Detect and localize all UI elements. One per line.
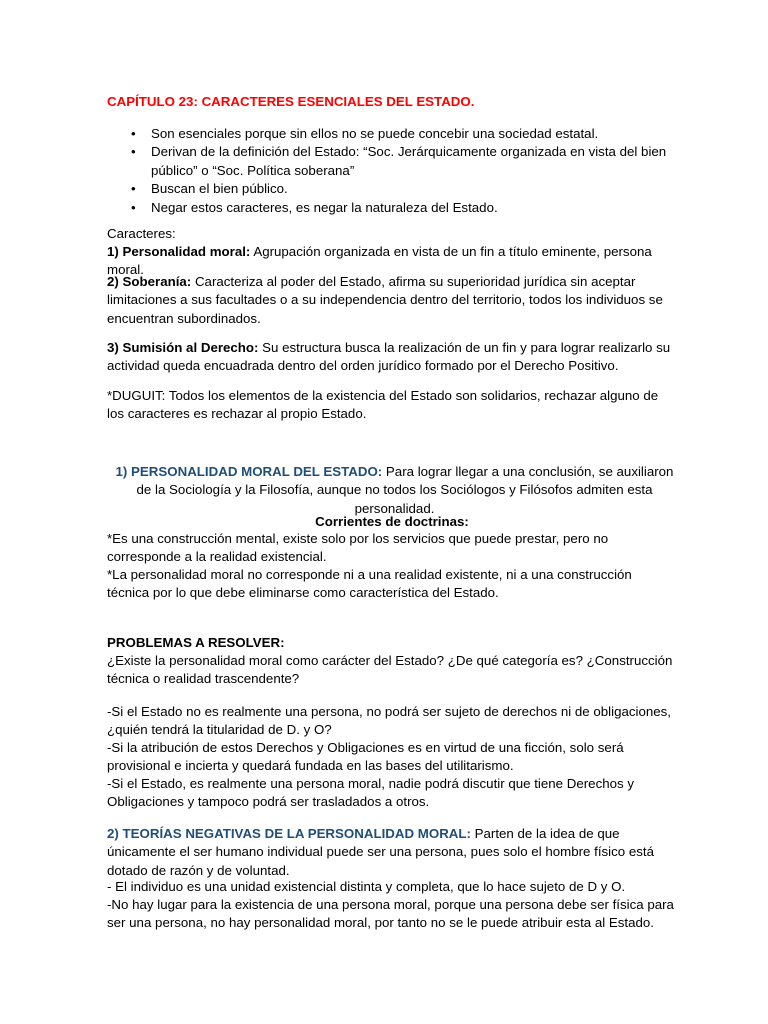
- problema-item: -Si el Estado no es realmente una persona, no podrá ser sujeto de derechos ni de obligaciones, ¿quién tendrá la titularidad de D. y O?: [107, 704, 672, 738]
- corriente-item: *Es una construcción mental, existe solo por los servicios que puede prestar, pero no corresponde a la realidad existencial.: [107, 531, 609, 565]
- bullet-icon: •: [131, 126, 136, 141]
- section2-heading: 2) TEORÍAS NEGATIVAS DE LA PERSONALIDAD MORAL:: [107, 826, 471, 841]
- section2-item: - El individuo es una unidad existencial distinta y completa, que lo hace sujeto de D y O.: [107, 879, 626, 894]
- list-item: • Son esenciales porque sin ellos no se puede concebir una sociedad estatal.: [107, 125, 677, 143]
- caracter-sumision-derecho: 3) Sumisión al Derecho: Su estructura busca la realización de un fin y para lograr realizarlo su actividad queda encuadrada dentro del orden jurídico formado por el Derecho Positivo.: [107, 340, 671, 374]
- problema-item: -Si la atribución de estos Derechos y Obligaciones es en virtud de una ficción, solo será provisional e incierta y quedará fundada en las bases del utilitarismo.: [107, 740, 624, 774]
- problemas-question: ¿Existe la personalidad moral como carácter del Estado? ¿De qué categoría es? ¿Construcción técnica o realidad trascendente?: [107, 653, 673, 687]
- section2-paragraph: 2) TEORÍAS NEGATIVAS DE LA PERSONALIDAD MORAL: Parten de la idea de que únicamente el ser humano individual puede ser una persona, pues solo el hombre físico está dotado de razón y de voluntad.: [107, 826, 654, 878]
- list-item: • Buscan el bien público.: [107, 180, 677, 198]
- section1-paragraph: 1) PERSONALIDAD MORAL DEL ESTADO: Para lograr llegar a una conclusión, se auxiliaron de la Sociología y la Filosofía, aunque no todos los Sociólogos y Filósofos admiten esta personalidad.: [115, 464, 674, 516]
- bullet-icon: •: [131, 181, 136, 197]
- bullet-icon: •: [131, 199, 136, 215]
- intro-bullet-list: [107, 125, 677, 217]
- list-item: • Derivan de la definición del Estado: “Soc. Jerárquicamente organizada en vista del bien público” o “Soc. Política soberana”: [131, 144, 667, 178]
- problemas-heading: PROBLEMAS A RESOLVER:: [107, 635, 285, 650]
- bullet-icon: •: [131, 144, 136, 160]
- section1-heading: 1) PERSONALIDAD MORAL DEL ESTADO:: [115, 464, 383, 479]
- problema-item: -Si el Estado, es realmente una persona moral, nadie podrá discutir que tiene Derechos y Obligaciones y tampoco podrá ser trasladados a otros.: [107, 776, 634, 810]
- duguit-note: *DUGUIT: Todos los elementos de la existencia del Estado son solidarios, rechazar alguno de los caracteres es rechazar al propio Estado.: [107, 388, 659, 422]
- section2-item: -No hay lugar para la existencia de una persona moral, porque una persona debe ser física para ser una persona, no hay personalidad moral, por tanto no se le puede atribuir esta al Estado.: [107, 897, 674, 931]
- chapter-title: CAPÍTULO 23: CARACTERES ESENCIALES DEL ESTADO.: [107, 94, 475, 109]
- caracter-soberania: 2) Soberanía: Caracteriza al poder del Estado, afirma su superioridad jurídica sin aceptar limitaciones a sus facultades o a su independencia dentro del territorio, todos los individuos se encuentran subordinados.: [107, 274, 663, 326]
- list-item: • Negar estos caracteres, es negar la naturaleza del Estado.: [107, 199, 677, 217]
- caracter-personalidad-moral: 1) Personalidad moral: Agrupación organizada en vista de un fin a título eminente, persona moral.: [107, 244, 652, 278]
- corriente-item: *La personalidad moral no corresponde ni a una realidad existente, ni a una construcción técnica por lo que debe eliminarse como característica del Estado.: [107, 567, 632, 601]
- corrientes-heading: Corrientes de doctrinas:: [315, 514, 469, 529]
- caracteres-heading: Caracteres:: [107, 226, 176, 241]
